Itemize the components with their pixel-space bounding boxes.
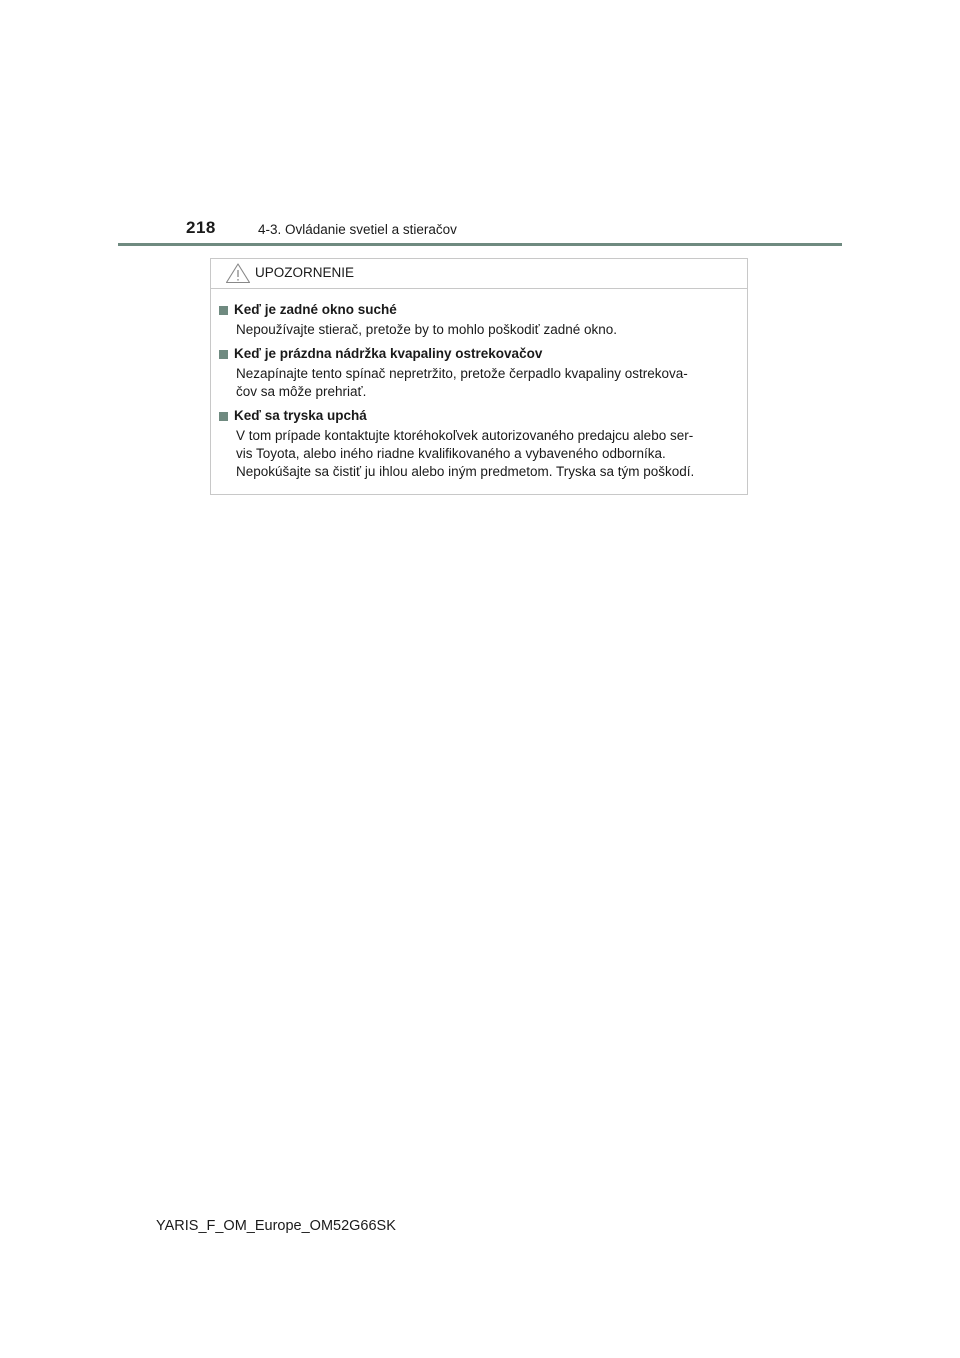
item-heading: Keď je prázdna nádržka kvapaliny ostrekovačov [234,346,543,361]
warning-content [211,289,747,481]
item-text-line: Nezapínajte tento spínač nepretržito, pretože čerpadlo kvapaliny ostrekova- [236,366,688,381]
warning-triangle-icon [225,262,251,284]
document-code: YARIS_F_OM_Europe_OM52G66SK [156,1218,396,1234]
square-bullet-icon [219,306,228,315]
section-title: 4-3. Ovládanie svetiel a stieračov [258,222,457,237]
square-bullet-icon [219,412,228,421]
warning-item [219,345,737,401]
page-number: 218 [186,218,216,237]
item-text-line: vis Toyota, alebo iného riadne kvalifikovaného a vybaveného odborníka. [236,446,666,461]
item-text [219,427,737,481]
item-text [219,321,737,339]
item-heading: Keď je zadné okno suché [234,302,397,317]
warning-item [219,407,737,481]
item-text-line: Nepoužívajte stierač, pretože by to mohlo poškodiť zadné okno. [236,322,618,337]
warning-title: UPOZORNENIE [255,265,355,280]
square-bullet-icon [219,350,228,359]
warning-box [210,258,748,495]
item-text-line: čov sa môže prehriať. [236,384,367,399]
item-text-line: Nepokúšajte sa čistiť ju ihlou alebo iným predmetom. Tryska sa tým poškodí. [236,464,695,479]
header-rule [118,243,842,246]
warning-header [211,259,747,289]
item-heading: Keď sa tryska upchá [234,408,367,423]
item-text-line: V tom prípade kontaktujte ktoréhokoľvek autorizovaného predajcu alebo ser- [236,428,694,443]
item-text [219,365,737,401]
warning-item [219,301,737,339]
